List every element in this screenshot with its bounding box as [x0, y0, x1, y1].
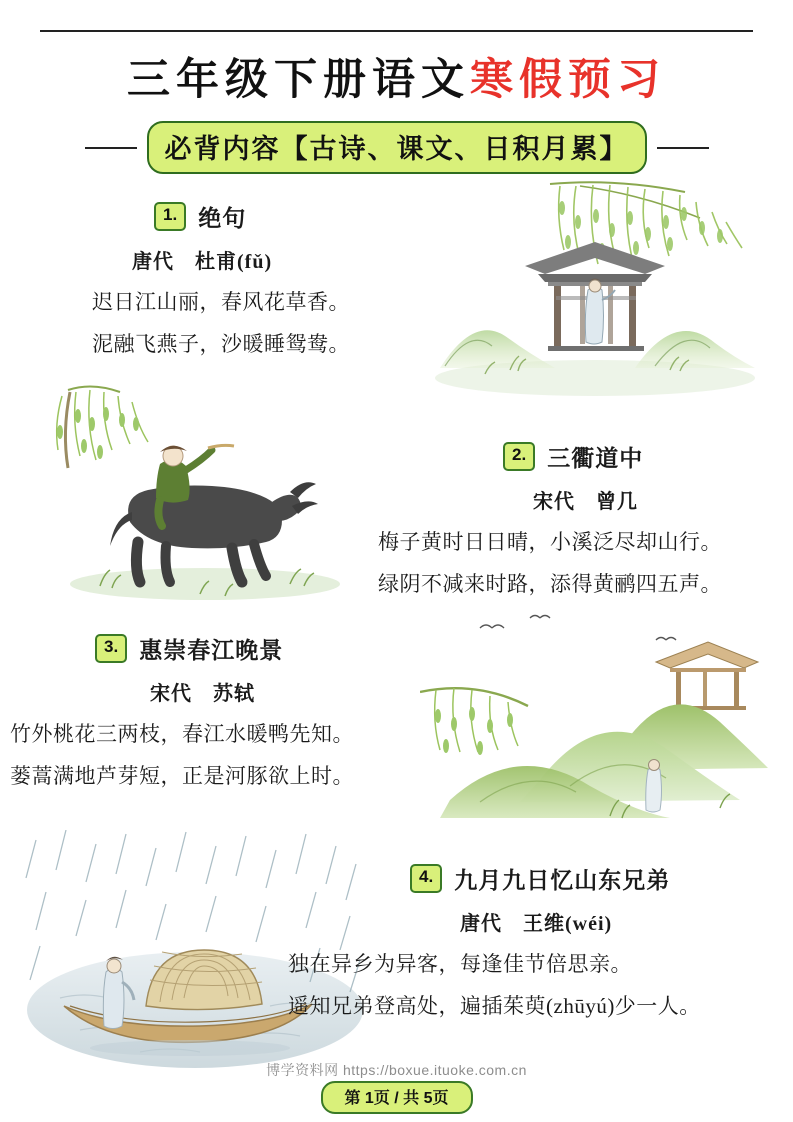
- header-divider: [40, 30, 753, 32]
- poem-block-2: [378, 440, 778, 598]
- page-title-main: 三年级下册语文: [127, 57, 470, 104]
- poem-block-1: [92, 200, 422, 358]
- subtitle-dash-left: [85, 147, 137, 149]
- poem-3-title: 惠崇春江晚景: [139, 638, 284, 663]
- poem-4-author: 唐代 王维(wéi): [460, 913, 613, 935]
- poem-2-line-2: 绿阴不减来时路，添得黄鹂四五声。: [378, 572, 722, 596]
- poem-2-title: 三衢道中: [547, 446, 644, 471]
- poem-block-3: [10, 632, 410, 790]
- poem-2-number: 2.: [503, 442, 535, 470]
- page-title-accent: 寒假预习: [470, 57, 666, 104]
- green-hills-pavilion-illustration: [420, 610, 770, 840]
- poem-3-author: 宋代 苏轼: [150, 683, 255, 705]
- boy-on-buffalo-illustration: [40, 372, 360, 622]
- poem-1-line-1: 迟日江山丽，春风花草香。: [92, 290, 350, 314]
- site-watermark: 博学资料网 https://boxue.ituoke.com.cn: [266, 1062, 527, 1078]
- poem-1-number: 1.: [154, 202, 186, 230]
- subtitle-dash-right: [657, 147, 709, 149]
- subtitle-row: [40, 121, 753, 174]
- poem-4-heading: [288, 862, 783, 895]
- poem-4-line-2: 遥知兄弟登高处，遍插茱萸(zhūyú)少一人。: [288, 994, 701, 1018]
- willow-pavilion-illustration: [430, 178, 765, 400]
- page-title: [40, 46, 753, 107]
- subtitle-badge: 必背内容【古诗、课文、日积月累】: [147, 121, 647, 174]
- poem-4-title: 九月九日忆山东兄弟: [454, 868, 671, 893]
- poem-3-line-2: 蒌蒿满地芦芽短，正是河豚欲上时。: [10, 764, 354, 788]
- poem-4-number: 4.: [410, 864, 442, 892]
- poem-1-author: 唐代 杜甫(fǔ): [132, 251, 273, 273]
- poem-2-heading: [378, 440, 778, 473]
- poem-1-line-2: 泥融飞燕子，沙暖睡鸳鸯。: [92, 332, 350, 356]
- page-header: [40, 30, 753, 174]
- poem-1-heading: [92, 200, 422, 233]
- poem-2-line-1: 梅子黄时日日晴，小溪泛尽却山行。: [378, 530, 722, 554]
- poem-block-4: [288, 862, 783, 1020]
- poem-3-line-1: 竹外桃花三两枝，春江水暖鸭先知。: [10, 722, 354, 746]
- poem-3-heading: [10, 632, 410, 665]
- poem-2-author: 宋代 曾几: [533, 491, 638, 513]
- poem-3-number: 3.: [95, 634, 127, 662]
- poem-4-line-1: 独在异乡为异客，每逢佳节倍思亲。: [288, 952, 632, 976]
- page-indicator: 第 1页 / 共 5页: [320, 1081, 472, 1114]
- poem-1-title: 绝句: [198, 206, 247, 231]
